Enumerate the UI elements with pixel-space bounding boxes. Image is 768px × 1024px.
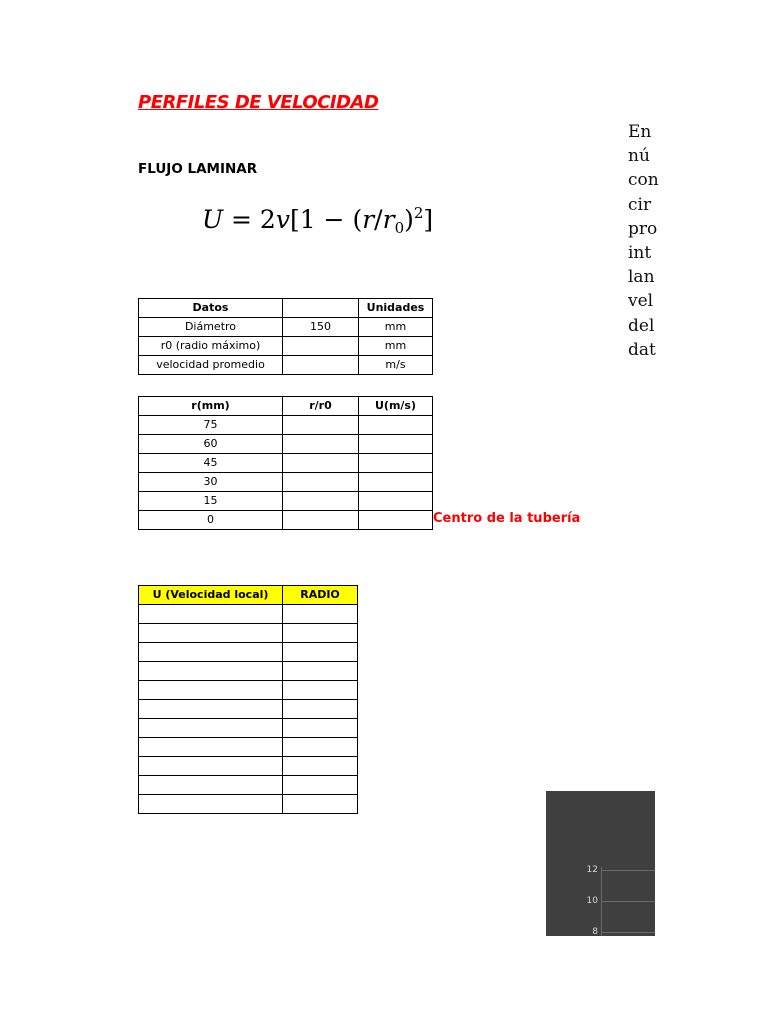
table-cell[interactable] xyxy=(283,435,359,454)
formula-sup: 2 xyxy=(413,204,424,222)
formula-eq: = 2 xyxy=(223,205,276,234)
table-cell[interactable] xyxy=(283,605,358,624)
chart-gridline xyxy=(602,932,655,933)
table-header-cell: RADIO xyxy=(283,586,358,605)
local-velocity-table xyxy=(138,585,358,814)
table-cell[interactable] xyxy=(359,492,433,511)
table-cell[interactable] xyxy=(283,337,359,356)
table-header-row xyxy=(139,299,433,318)
table-cell[interactable] xyxy=(283,681,358,700)
table-cell[interactable] xyxy=(283,416,359,435)
side-text-line: con xyxy=(628,170,659,191)
table-cell[interactable] xyxy=(283,719,358,738)
table-cell[interactable] xyxy=(139,643,283,662)
table-row xyxy=(139,776,358,795)
side-text-line: cir xyxy=(628,194,652,215)
table-cell[interactable]: r0 (radio máximo) xyxy=(139,337,283,356)
table-cell[interactable] xyxy=(359,511,433,530)
table-row xyxy=(139,318,433,337)
table-cell[interactable] xyxy=(283,473,359,492)
table-cell[interactable]: 150 xyxy=(283,318,359,337)
table-row xyxy=(139,416,433,435)
table-row xyxy=(139,473,433,492)
table-cell[interactable]: 0 xyxy=(139,511,283,530)
table-cell[interactable] xyxy=(359,454,433,473)
section-subtitle: FLUJO LAMINAR xyxy=(138,161,258,177)
table-row xyxy=(139,757,358,776)
datos-table xyxy=(138,298,433,375)
table-row xyxy=(139,605,358,624)
table-row xyxy=(139,700,358,719)
table-row xyxy=(139,624,358,643)
side-text-line: vel xyxy=(628,291,654,312)
table-cell[interactable] xyxy=(283,662,358,681)
table-cell[interactable]: 30 xyxy=(139,473,283,492)
chart-y-tick-label: 10 xyxy=(586,896,598,906)
formula-paren-close: ) xyxy=(404,205,414,234)
table-cell[interactable] xyxy=(139,719,283,738)
page-title: PERFILES DE VELOCIDAD xyxy=(138,92,379,113)
table-cell[interactable] xyxy=(139,681,283,700)
table-cell[interactable] xyxy=(283,624,358,643)
formula-v: v xyxy=(275,205,290,234)
table-cell[interactable] xyxy=(359,416,433,435)
table-cell[interactable] xyxy=(283,454,359,473)
table-cell[interactable] xyxy=(139,624,283,643)
chart-gridline xyxy=(602,901,655,902)
table-header-cell: Datos xyxy=(139,299,283,318)
table-cell[interactable]: 60 xyxy=(139,435,283,454)
side-text-line: dat xyxy=(628,339,656,360)
table-row xyxy=(139,662,358,681)
side-text-line: pro xyxy=(628,218,658,239)
side-text-line: nú xyxy=(628,146,650,167)
formula-r0: r xyxy=(382,205,395,234)
table-row xyxy=(139,454,433,473)
table-header-cell xyxy=(283,299,359,318)
table-cell[interactable] xyxy=(139,700,283,719)
table-header-cell: Unidades xyxy=(359,299,433,318)
table-row xyxy=(139,492,433,511)
side-text-line: del xyxy=(628,315,655,336)
table-cell[interactable] xyxy=(283,356,359,375)
side-text-block xyxy=(628,120,659,360)
chart-gridline xyxy=(602,870,655,871)
table-header-cell: U(m/s) xyxy=(359,397,433,416)
table-cell[interactable] xyxy=(139,757,283,776)
formula-slash: / xyxy=(374,205,383,234)
formula-bracket-close: ] xyxy=(423,205,434,234)
table-header-cell: r(mm) xyxy=(139,397,283,416)
table-header-row xyxy=(139,397,433,416)
side-text-line: int xyxy=(628,242,652,263)
velocity-formula xyxy=(202,204,433,237)
table-header-cell: U (Velocidad local) xyxy=(139,586,283,605)
table-cell[interactable] xyxy=(283,511,359,530)
table-cell[interactable] xyxy=(139,795,283,814)
table-row xyxy=(139,738,358,757)
pipe-center-label: Centro de la tubería xyxy=(433,511,581,526)
table-row xyxy=(139,719,358,738)
table-cell[interactable]: mm xyxy=(359,337,433,356)
table-cell[interactable]: 75 xyxy=(139,416,283,435)
table-cell[interactable] xyxy=(283,795,358,814)
radius-velocity-table xyxy=(138,396,433,530)
formula-sub: 0 xyxy=(394,219,405,237)
chart-y-tick-label: 12 xyxy=(586,865,598,875)
table-row xyxy=(139,337,433,356)
table-cell[interactable] xyxy=(283,776,358,795)
table-cell[interactable] xyxy=(139,738,283,757)
table-cell[interactable]: Diámetro xyxy=(139,318,283,337)
table-cell[interactable] xyxy=(359,473,433,492)
chart-y-tick-label: 8 xyxy=(592,927,598,937)
table-header-row xyxy=(139,586,358,605)
side-text-line: lan xyxy=(628,267,655,288)
table-cell[interactable]: 45 xyxy=(139,454,283,473)
table-cell[interactable] xyxy=(283,757,358,776)
table-header-cell: r/r0 xyxy=(283,397,359,416)
table-cell[interactable]: 15 xyxy=(139,492,283,511)
table-cell[interactable]: m/s xyxy=(359,356,433,375)
table-row xyxy=(139,511,433,530)
formula-u: U xyxy=(202,205,224,234)
table-cell[interactable] xyxy=(359,435,433,454)
table-cell[interactable] xyxy=(139,605,283,624)
table-cell[interactable] xyxy=(283,492,359,511)
table-cell[interactable] xyxy=(139,776,283,795)
side-text-line: En xyxy=(628,122,652,142)
table-cell[interactable]: velocidad promedio xyxy=(139,356,283,375)
table-row xyxy=(139,643,358,662)
table-cell[interactable] xyxy=(283,700,358,719)
table-cell[interactable] xyxy=(283,738,358,757)
chart-panel[interactable] xyxy=(546,791,655,936)
formula-bracket-open: [1 − ( xyxy=(289,205,363,234)
table-cell[interactable] xyxy=(283,643,358,662)
table-row xyxy=(139,681,358,700)
formula-r: r xyxy=(362,205,375,234)
table-cell[interactable]: mm xyxy=(359,318,433,337)
table-row xyxy=(139,435,433,454)
table-cell[interactable] xyxy=(139,662,283,681)
table-row xyxy=(139,356,433,375)
table-row xyxy=(139,795,358,814)
